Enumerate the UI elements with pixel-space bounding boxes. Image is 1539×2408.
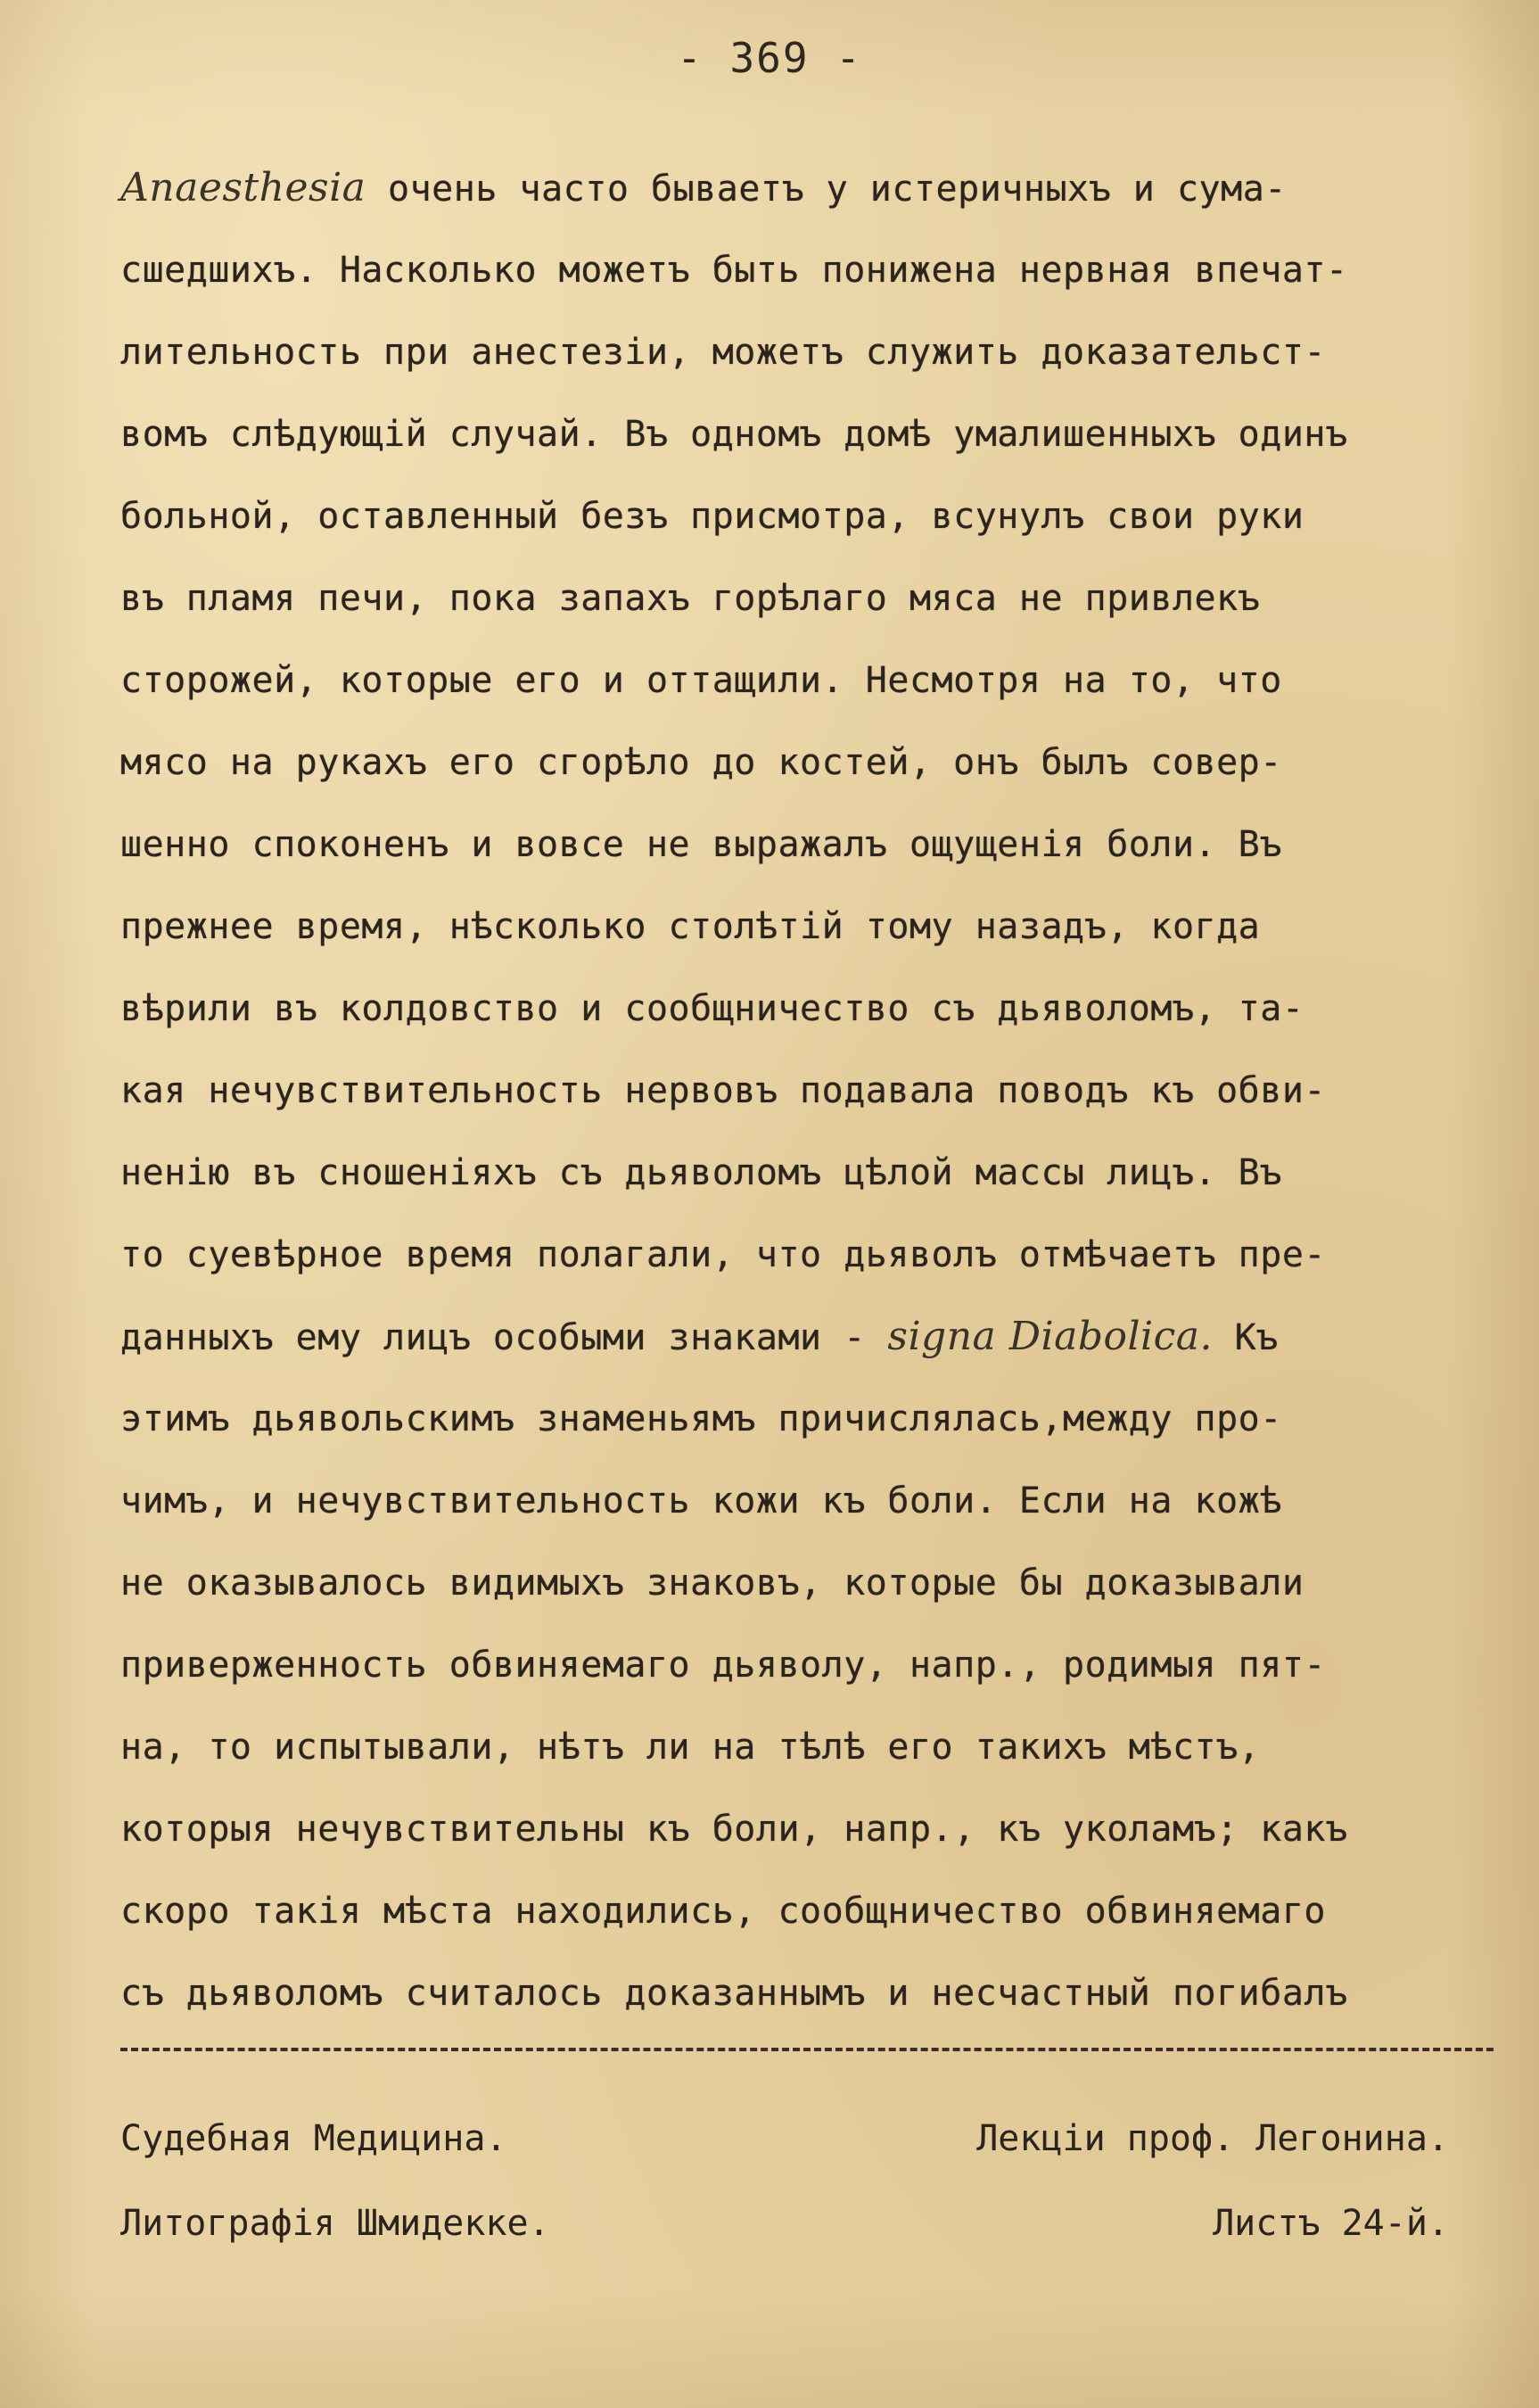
typed-text: въ пламя печи, пока запахъ горѣлаго мяса не привлекъ <box>120 578 1261 619</box>
typed-text: не оказывалось видимыхъ знаковъ, которые бы доказывали <box>120 1563 1304 1604</box>
typed-text: прежнее время, нѣсколько столѣтій тому назадъ, когда <box>120 906 1261 947</box>
text-line <box>120 1542 1476 1624</box>
text-line <box>120 1296 1476 1378</box>
typed-text: сторожей, которые его и оттащили. Несмотря на то, что <box>120 660 1282 701</box>
text-line <box>120 639 1476 722</box>
text-line <box>120 968 1476 1050</box>
typed-text: чимъ, и нечувствительность кожи къ боли. Если на кожѣ <box>120 1480 1282 1521</box>
course-title: Судебная Медицина. <box>120 2118 507 2159</box>
typed-text: съ дьяволомъ считалось доказаннымъ и несчастный погибалъ <box>120 1973 1348 2014</box>
text-line <box>120 1214 1476 1296</box>
body-text <box>120 147 1476 2034</box>
text-line <box>120 1870 1476 1952</box>
text-line <box>120 1050 1476 1132</box>
typed-text: ненію въ сношеніяхъ съ дьяволомъ цѣлой массы лицъ. Въ <box>120 1152 1282 1193</box>
text-line <box>120 147 1476 229</box>
typed-text: больной, оставленный безъ присмотра, всунулъ свои руки <box>120 496 1304 537</box>
text-line <box>120 475 1476 557</box>
typed-text: мясо на рукахъ его сгорѣло до костей, онъ былъ совер- <box>120 742 1282 783</box>
typed-text: вомъ слѣдующій случай. Въ одномъ домѣ умалишенныхъ одинъ <box>120 414 1348 455</box>
typed-text: этимъ дьявольскимъ знаменьямъ причислялась,между про- <box>120 1398 1282 1439</box>
sheet-number: Листъ 24-й. <box>1213 2203 1449 2244</box>
text-line <box>120 557 1476 639</box>
typed-text: приверженность обвиняемаго дьяволу, напр., родимыя пят- <box>120 1645 1327 1686</box>
text-line <box>120 1624 1476 1706</box>
typed-text: то суевѣрное время полагали, что дьяволъ отмѣчаетъ пре- <box>120 1234 1327 1275</box>
handwritten-term: Anaesthesia <box>120 165 366 210</box>
footer-divider <box>120 2048 1494 2051</box>
typed-text: скоро такія мѣста находились, сообщничество обвиняемаго <box>120 1891 1327 1932</box>
typed-text: Къ <box>1213 1317 1279 1358</box>
typed-text: кая нечувствительность нервовъ подавала поводъ къ обви- <box>120 1070 1327 1111</box>
typed-text: на, то испытывали, нѣтъ ли на тѣлѣ его такихъ мѣстъ, <box>120 1727 1261 1768</box>
typed-text: очень часто бываетъ у истеричныхъ и сума- <box>366 169 1287 210</box>
text-line <box>120 1788 1476 1870</box>
text-line <box>120 1460 1476 1542</box>
typed-text: данныхъ ему лицъ особыми знаками - <box>120 1317 888 1358</box>
typed-text: вѣрили въ колдовство и сообщничество съ дьяволомъ, та- <box>120 988 1304 1029</box>
footer-row-2 <box>120 2203 1449 2244</box>
text-line <box>120 1132 1476 1214</box>
text-line <box>120 722 1476 804</box>
typed-text: лительность при анестезіи, можетъ служить доказательст- <box>120 332 1327 373</box>
page-number: - 369 - <box>677 34 862 82</box>
printer-credit: Литографія Шмидекке. <box>120 2203 550 2244</box>
text-line <box>120 1378 1476 1460</box>
text-line <box>120 1952 1476 2034</box>
text-line <box>120 393 1476 475</box>
typed-text: сшедшихъ. Насколько можетъ быть понижена нервная впечат- <box>120 250 1348 291</box>
text-line <box>120 1706 1476 1788</box>
lecturer-credit: Лекціи проф. Легонина. <box>976 2118 1449 2159</box>
text-line <box>120 311 1476 393</box>
typed-text: которыя нечувствительны къ боли, напр., къ уколамъ; какъ <box>120 1809 1348 1850</box>
text-line <box>120 804 1476 886</box>
text-line <box>120 229 1476 311</box>
typed-text: шенно споконенъ и вовсе не выражалъ ощущенія боли. Въ <box>120 824 1282 865</box>
handwritten-term: signa Diabolica. <box>887 1314 1213 1359</box>
text-line <box>120 886 1476 968</box>
footer-row-1 <box>120 2118 1449 2159</box>
